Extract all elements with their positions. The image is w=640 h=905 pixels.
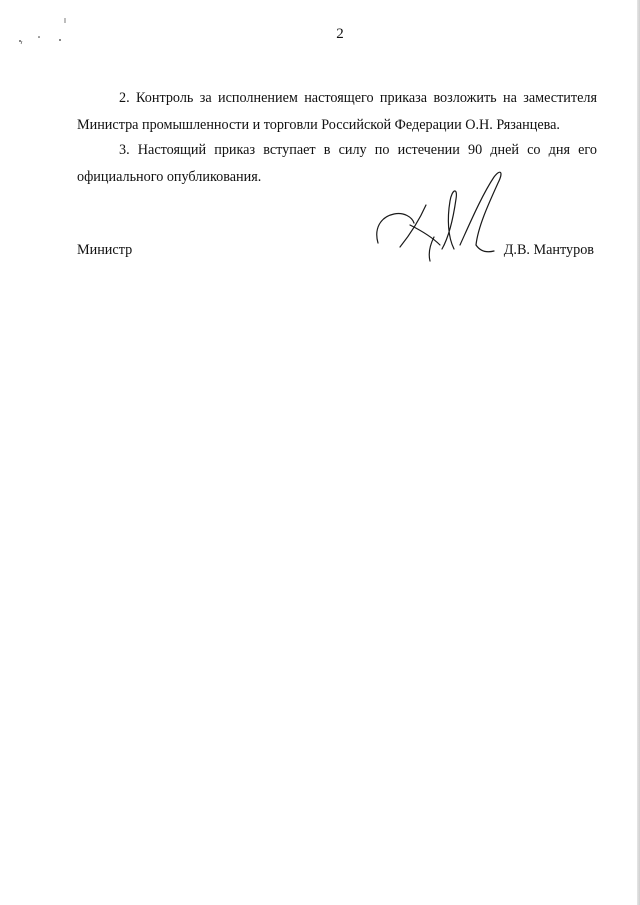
signature-stroke xyxy=(377,214,414,243)
signature-block xyxy=(77,242,597,264)
signatory-name: Д.В. Мантуров xyxy=(503,242,594,258)
paragraph-3 xyxy=(77,137,597,191)
paragraph-3-line-2: официального опубликования. xyxy=(77,169,262,185)
paragraph-3-line-1: 3. Настоящий приказ вступает в силу по истечении 90 дней со дня его xyxy=(119,142,597,158)
signature-stroke xyxy=(460,172,501,245)
signature-stroke xyxy=(442,191,456,249)
paragraph-2-line-2: Министра промышленности и торговли Российской Федерации О.Н. Рязанцева. xyxy=(77,117,560,133)
paragraph-2-line-1: 2. Контроль за исполнением настоящего приказа возложить на заместителя xyxy=(119,90,597,106)
signatory-role: Министр xyxy=(77,242,133,258)
paragraph-2 xyxy=(77,85,597,139)
page-number: 2 xyxy=(336,26,344,42)
